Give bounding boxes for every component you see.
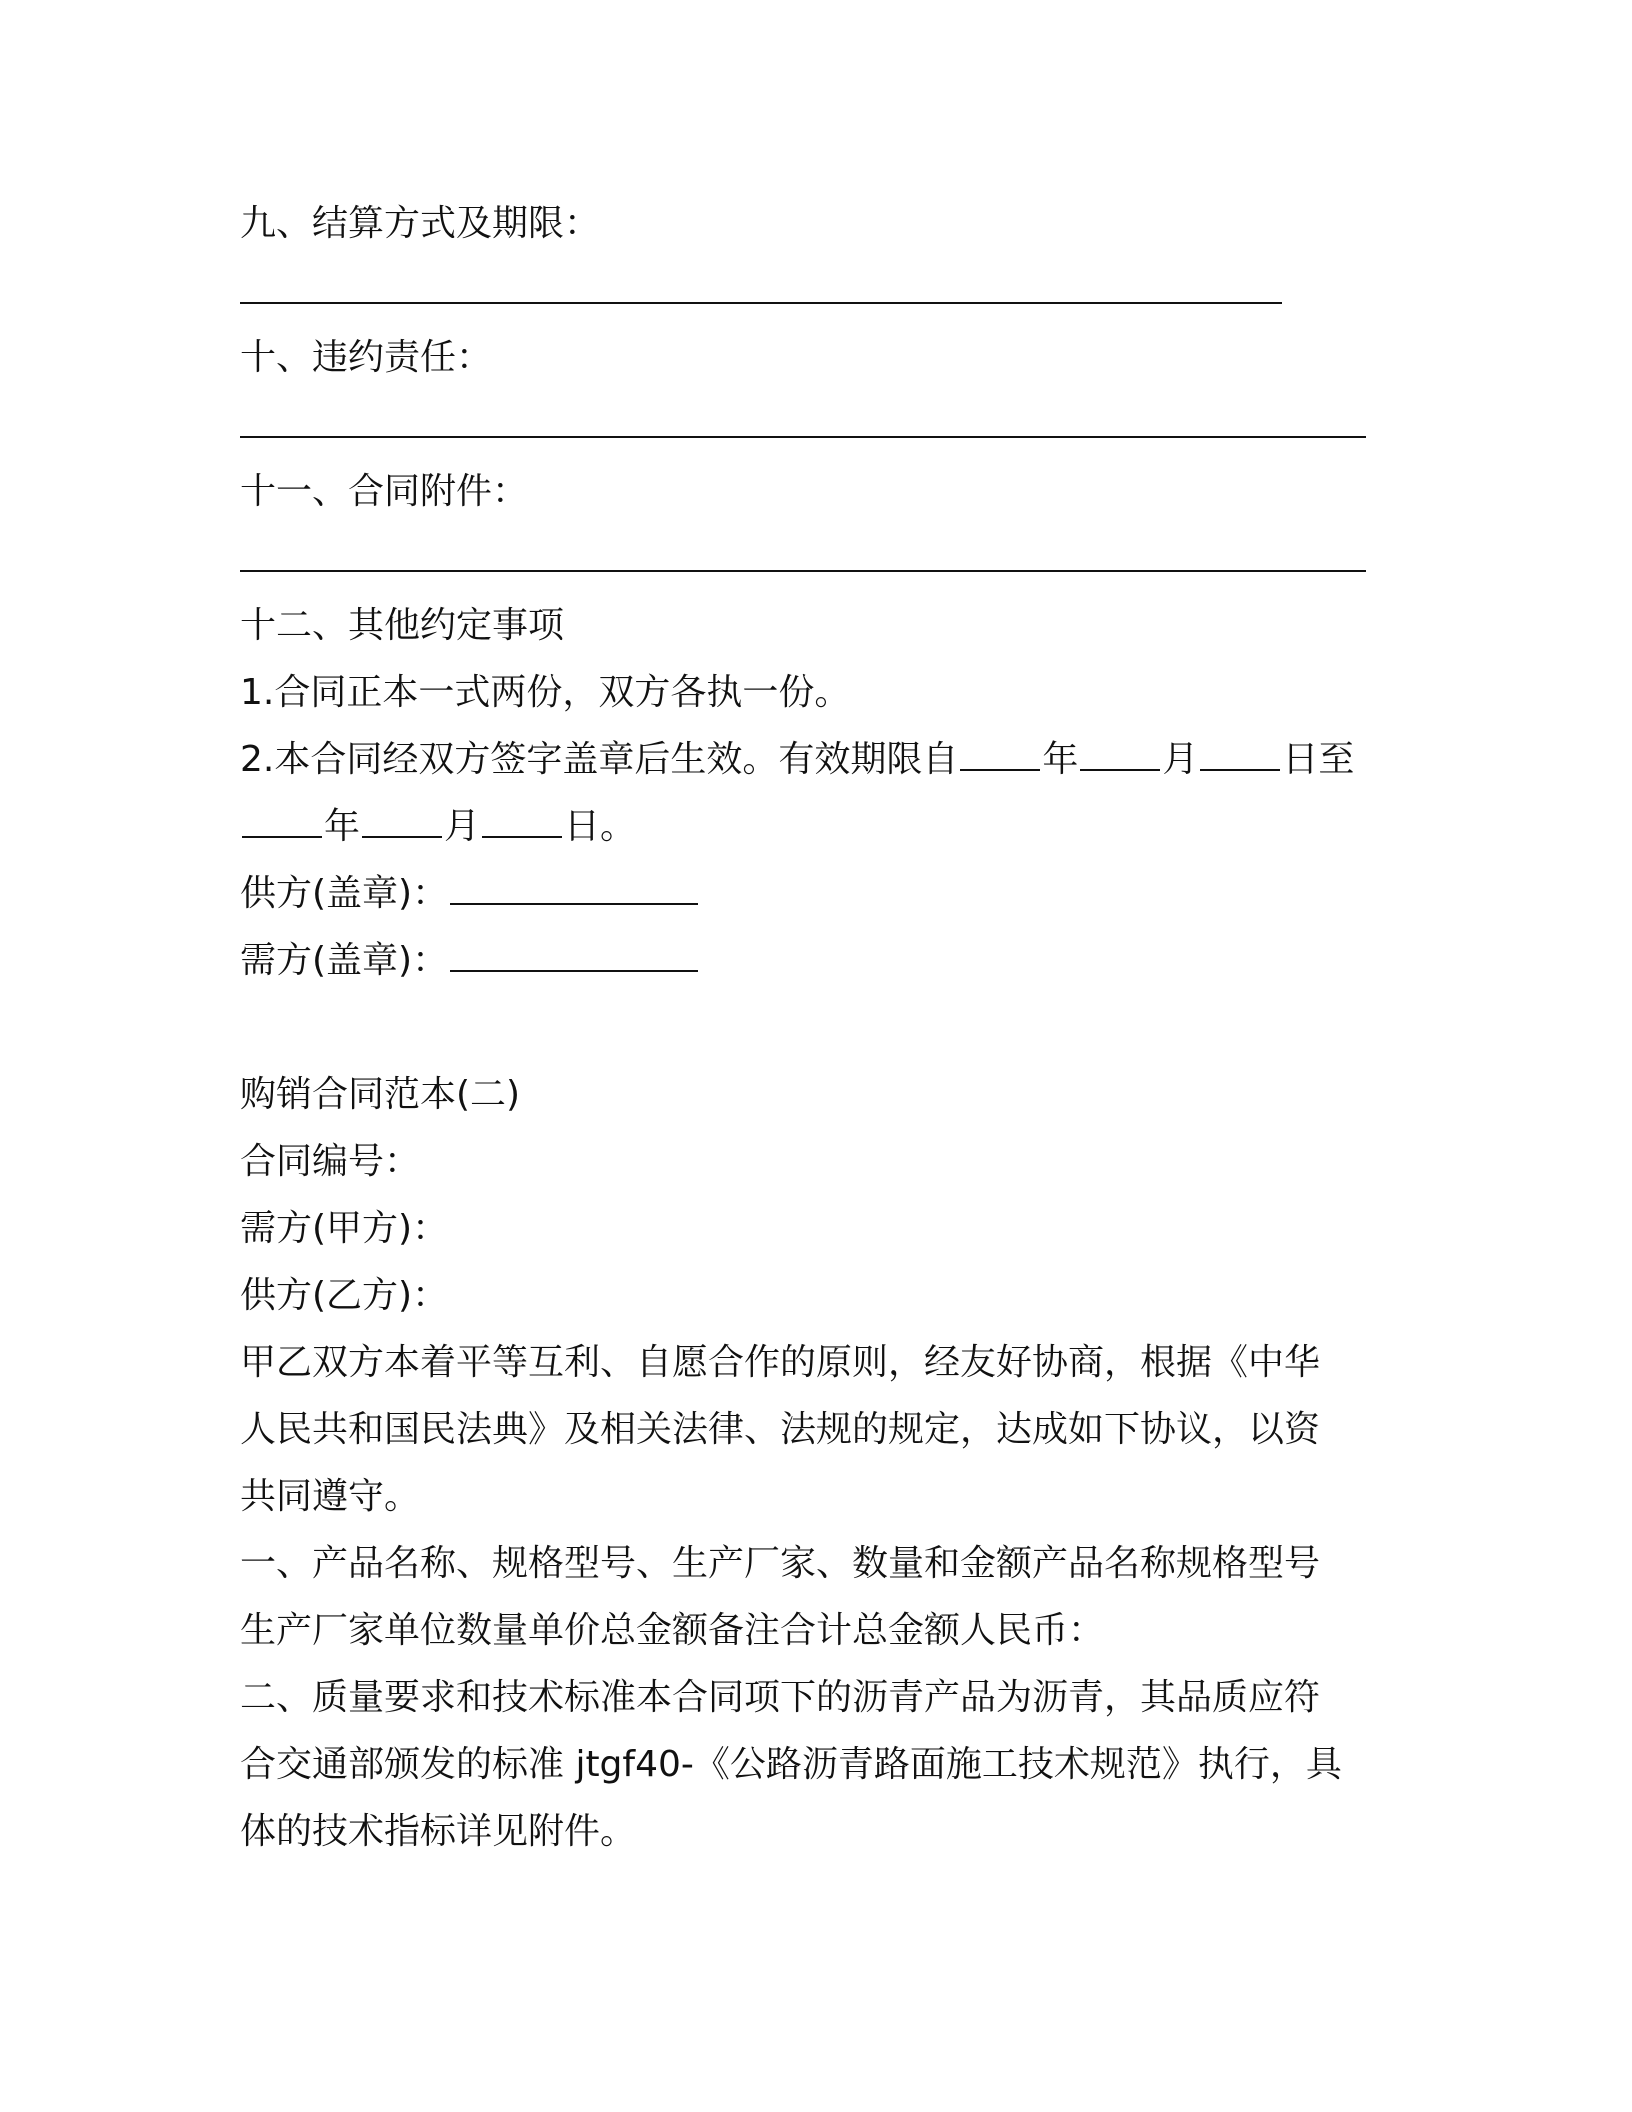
document-page [240, 190, 1400, 1865]
party-a-field: 需方(甲方)： [240, 1208, 449, 1249]
section-12-item-2 [240, 726, 1400, 793]
clause-2-line-1: 二、质量要求和技术标准本合同项下的沥青产品为沥青，其品质应符 [240, 1677, 1321, 1718]
buyer-seal-line [240, 927, 1400, 994]
preamble-line-2: 人民共和国民法典》及相关法律、法规的规定，达成如下协议，以资 [240, 1409, 1321, 1450]
start-year-blank [960, 739, 1040, 771]
buyer-seal-blank [450, 940, 698, 972]
clause-2-line-3: 体的技术指标详见附件。 [240, 1811, 637, 1852]
section-9-fill-line [240, 257, 1400, 324]
section-10-fill-line [240, 391, 1400, 458]
end-day-blank [482, 806, 562, 838]
section-12-item-2-continued [240, 793, 1400, 860]
end-day-label: 日。 [564, 806, 637, 847]
end-year-blank [242, 806, 322, 838]
start-day-blank [1200, 739, 1280, 771]
section-11-heading: 十一、合同附件： [240, 471, 529, 512]
start-day-label: 日至 [1282, 739, 1355, 780]
end-month-blank [362, 806, 442, 838]
contract-number-field: 合同编号： [240, 1141, 421, 1182]
section-10-heading: 十、违约责任： [240, 337, 493, 378]
item-2-prefix: 2.本合同经双方签字盖章后生效。有效期限自 [240, 739, 959, 780]
section-11-fill-line [240, 525, 1400, 592]
start-year-label: 年 [1042, 739, 1079, 780]
buyer-seal-label: 需方(盖章)： [240, 940, 449, 981]
supplier-seal-label: 供方(盖章)： [240, 873, 449, 914]
section-12-item-1: 1.合同正本一式两份，双方各执一份。 [240, 672, 851, 713]
supplier-seal-line [240, 860, 1400, 927]
preamble-line-3: 共同遵守。 [240, 1476, 421, 1517]
template-2-title: 购销合同范本(二) [240, 1074, 521, 1115]
start-month-blank [1080, 739, 1160, 771]
start-month-label: 月 [1162, 739, 1199, 780]
preamble-line-1: 甲乙双方本着平等互利、自愿合作的原则，经友好协商，根据《中华 [240, 1342, 1321, 1383]
clause-2-line-2: 合交通部颁发的标准 jtgf40-《公路沥青路面施工技术规范》执行，具 [240, 1744, 1342, 1785]
end-month-label: 月 [444, 806, 481, 847]
section-gap [240, 994, 1400, 1061]
party-b-field: 供方(乙方)： [240, 1275, 449, 1316]
end-year-label: 年 [324, 806, 361, 847]
section-12-heading: 十二、其他约定事项 [240, 605, 565, 646]
clause-1-line-2: 生产厂家单位数量单价总金额备注合计总金额人民币： [240, 1610, 1105, 1651]
clause-1-line-1: 一、产品名称、规格型号、生产厂家、数量和金额产品名称规格型号 [240, 1543, 1321, 1584]
supplier-seal-blank [450, 873, 698, 905]
section-9-heading: 九、结算方式及期限： [240, 203, 601, 244]
